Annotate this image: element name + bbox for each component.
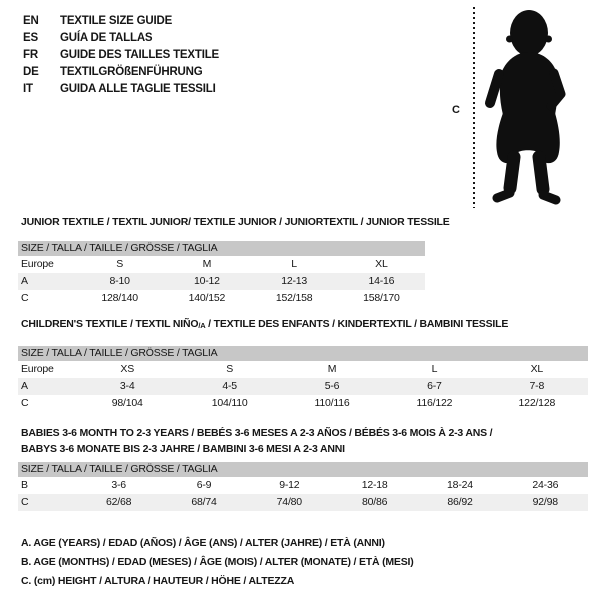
table-row-height [18, 395, 588, 412]
legend [21, 534, 414, 591]
table-row-height [18, 290, 425, 307]
months-cell: 6-9 [196, 479, 212, 491]
language-label: GUIDE DES TAILLES TEXTILE [60, 49, 219, 61]
size-header-bar: SIZE / TALLA / TAILLE / GRÖSSE / TAGLIA [18, 462, 588, 477]
language-code: ES [23, 32, 38, 44]
legend-line-c: C. (cm) HEIGHT / ALTURA / HAUTEUR / HÖHE / ALTEZZA [21, 575, 295, 587]
size-cell: M [202, 258, 212, 270]
row-label: Europe [21, 363, 54, 375]
size-table-children [18, 346, 588, 412]
age-cell: 7-8 [529, 380, 545, 392]
section-title-children-sub: /A [198, 321, 206, 330]
section-title-children-main: CHILDREN'S TEXTILE / TEXTIL NIÑO [21, 318, 199, 330]
row-label: C [21, 292, 29, 304]
size-header-bar: SIZE / TALLA / TAILLE / GRÖSSE / TAGLIA [18, 241, 425, 256]
months-cell: 12-18 [361, 479, 388, 491]
age-cell: 5-6 [324, 380, 340, 392]
language-code: EN [23, 15, 39, 27]
language-code: IT [23, 83, 33, 95]
row-label: C [21, 496, 29, 508]
height-cell: 74/80 [276, 496, 302, 508]
height-cell: 116/122 [416, 397, 453, 409]
language-label: TEXTILE SIZE GUIDE [60, 15, 173, 27]
height-cell: 92/98 [532, 496, 558, 508]
height-cell: 122/128 [518, 397, 556, 409]
language-row-fr [23, 47, 219, 64]
age-cell: 8-10 [109, 275, 130, 287]
table-row-height [18, 494, 588, 511]
size-cell: XL [375, 258, 388, 270]
language-row-en [23, 13, 219, 30]
height-cell: 128/140 [101, 292, 138, 304]
height-cell: 152/158 [275, 292, 313, 304]
row-label: B [21, 479, 28, 491]
section-title-children-rest: / TEXTILE DES ENFANTS / KINDERTEXTIL / BAMBINI TESSILE [205, 318, 509, 330]
months-cell: 24-36 [532, 479, 559, 491]
language-row-it [23, 81, 219, 98]
language-row-de [23, 64, 219, 81]
height-cell: 140/152 [188, 292, 226, 304]
height-cell: 68/74 [191, 496, 217, 508]
row-label: A [21, 275, 28, 287]
age-cell: 6-7 [427, 380, 442, 392]
height-measure-label: C [452, 104, 460, 116]
section-title-babies-line2: BABYS 3-6 MONATE BIS 2-3 JAHRE / BAMBINI 3-6 MESI A 2-3 ANNI [21, 443, 345, 455]
language-row-es [23, 30, 219, 47]
size-cell: XS [120, 363, 134, 375]
age-cell: 12-13 [281, 275, 308, 287]
table-row-months [18, 477, 588, 494]
size-table-junior [18, 241, 425, 307]
age-cell: 14-16 [368, 275, 395, 287]
row-label: Europe [21, 258, 54, 270]
height-measure-line [473, 7, 475, 208]
height-cell: 62/68 [106, 496, 132, 508]
months-cell: 18-24 [447, 479, 473, 491]
age-cell: 10-12 [193, 275, 220, 287]
height-cell: 104/110 [211, 397, 248, 409]
legend-line-a: A. AGE (YEARS) / EDAD (AÑOS) / ÂGE (ANS) / ALTER (JAHRE) / ETÀ (ANNI) [21, 537, 385, 549]
section-title-children [21, 318, 508, 332]
section-title-babies-line1: BABIES 3-6 MONTH TO 2-3 YEARS / BEBÉS 3-6 MESES A 2-3 AÑOS / BÉBÉS 3-6 MOIS À 2-3 ANS / [21, 427, 493, 439]
language-list [23, 13, 219, 98]
row-label: A [21, 380, 28, 392]
months-cell: 3-6 [111, 479, 126, 491]
table-row-age [18, 273, 425, 290]
size-cell: S [116, 258, 124, 270]
toddler-baby-silhouette-icon [482, 5, 574, 207]
language-code: FR [23, 49, 38, 61]
language-code: DE [23, 66, 39, 78]
section-title-junior: JUNIOR TEXTILE / TEXTIL JUNIOR/ TEXTILE JUNIOR / JUNIORTEXTIL / JUNIOR TESSILE [21, 216, 450, 228]
size-cell: L [431, 363, 438, 375]
legend-line-b: B. AGE (MONTHS) / EDAD (MESES) / ÂGE (MOIS) / ALTER (MONATE) / ETÀ (MESI) [21, 556, 414, 568]
language-label: GUÍA DE TALLAS [60, 32, 153, 44]
height-cell: 110/116 [314, 397, 350, 409]
size-header-bar: SIZE / TALLA / TAILLE / GRÖSSE / TAGLIA [18, 346, 588, 361]
size-cell: XL [530, 363, 544, 375]
age-cell: 3-4 [119, 380, 135, 392]
size-cell: S [226, 363, 234, 375]
table-row-europe [18, 361, 588, 378]
size-cell: M [327, 363, 337, 375]
table-row-europe [18, 256, 425, 273]
size-table-babies [18, 462, 588, 511]
months-cell: 9-12 [279, 479, 300, 491]
height-cell: 80/86 [362, 496, 388, 508]
age-cell: 4-5 [222, 380, 237, 392]
height-cell: 98/104 [111, 397, 143, 409]
table-row-age [18, 378, 588, 395]
height-cell: 158/170 [363, 292, 400, 304]
language-label: GUIDA ALLE TAGLIE TESSILI [60, 83, 216, 95]
size-cell: L [291, 258, 297, 270]
height-cell: 86/92 [447, 496, 473, 508]
row-label: C [21, 397, 29, 409]
language-label: TEXTILGRÖßENFÜHRUNG [60, 66, 203, 78]
